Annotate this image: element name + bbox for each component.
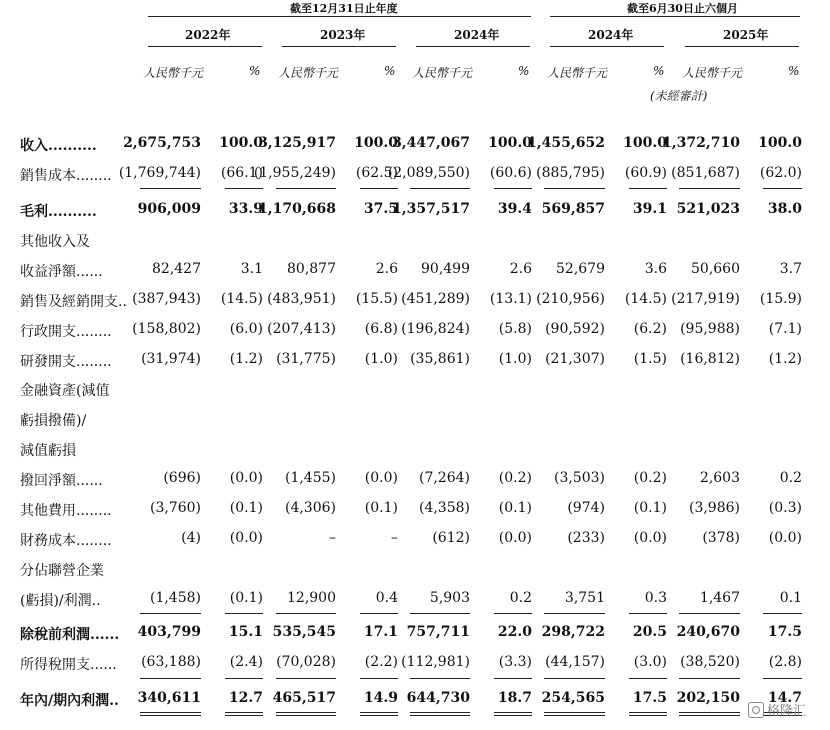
total-rule-0-7 [629, 188, 667, 189]
row-label-12: 其他費用........ [20, 503, 112, 519]
cell-r11-c0: (696) [163, 470, 201, 486]
cell-r11-c4: (7,264) [418, 470, 470, 486]
cell-r4-c6: 52,679 [556, 261, 605, 277]
cell-r2-c2: 1,170,668 [258, 201, 336, 217]
cell-r7-c2: (31,775) [276, 351, 336, 367]
period-6m-rule [550, 16, 800, 17]
total-rule-2-3 [360, 712, 398, 713]
cell-r17-c2: (70,028) [276, 654, 336, 670]
total-rule-2-2-b [276, 715, 336, 716]
cell-r5-c2: (483,951) [267, 291, 336, 307]
subtotal-rule-4 [410, 613, 470, 614]
cell-r0-c2: 3,125,917 [258, 135, 336, 151]
cell-r12-c8: (3,986) [688, 500, 740, 516]
total-rule-0-2 [276, 188, 336, 189]
cell-r18-c8: 202,150 [676, 690, 740, 706]
cell-r2-c8: 521,023 [676, 201, 740, 217]
cell-r1-c5: (60.6) [489, 165, 532, 181]
cell-r11-c1: (0.0) [229, 470, 263, 486]
period-fy-header: 截至12月31日止年度 [290, 2, 398, 15]
row-label-4: 收益淨額...... [20, 264, 103, 280]
cell-r2-c4: 1,357,517 [392, 201, 470, 217]
cell-r13-c7: (0.0) [633, 530, 667, 546]
cell-r15-c7: 0.3 [644, 590, 667, 606]
cell-r2-c9: 38.0 [767, 201, 802, 217]
cell-r16-c3: 17.1 [363, 624, 398, 640]
total-rule-2-2 [276, 712, 336, 713]
unit-rmb-6: 人民幣千元 [547, 66, 608, 80]
cell-r12-c5: (0.1) [498, 500, 532, 516]
cell-r2-c5: 39.4 [497, 201, 532, 217]
cell-r0-c7: 100.0 [623, 135, 667, 151]
cell-r7-c5: (1.0) [498, 351, 532, 367]
cell-r17-c7: (3.0) [633, 654, 667, 670]
cell-r13-c8: (378) [702, 530, 740, 546]
total-rule-2-1-b [225, 715, 263, 716]
cell-r17-c0: (63,188) [141, 654, 201, 670]
cell-r13-c5: (0.0) [498, 530, 532, 546]
cell-r0-c1: 100.0 [219, 135, 263, 151]
cell-r13-c4: (612) [432, 530, 470, 546]
cell-r6-c4: (196,824) [401, 321, 470, 337]
total-rule-1-1 [225, 678, 263, 679]
total-rule-1-6 [544, 678, 605, 679]
unit-pct-5: % [518, 64, 530, 78]
cell-r4-c0: 82,427 [152, 261, 201, 277]
cell-r15-c3: 0.4 [375, 590, 398, 606]
total-rule-0-3 [360, 188, 398, 189]
cell-r5-c8: (217,919) [671, 291, 740, 307]
year-rule-0 [148, 46, 262, 47]
cell-r5-c1: (14.5) [220, 291, 263, 307]
cell-r13-c0: (4) [181, 530, 201, 546]
cell-r18-c1: 12.7 [228, 690, 263, 706]
total-rule-0-9 [763, 188, 802, 189]
total-rule-1-3 [360, 678, 398, 679]
cell-r1-c2: (1,955,249) [253, 165, 336, 181]
cell-r17-c4: (112,981) [401, 654, 470, 670]
total-rule-0-1 [225, 188, 263, 189]
cell-r16-c9: 17.5 [767, 624, 802, 640]
cell-r11-c5: (0.2) [498, 470, 532, 486]
cell-r4-c1: 3.1 [240, 261, 263, 277]
cell-r18-c9: 14.7 [767, 690, 802, 706]
row-label-7: 研發開支........ [20, 354, 112, 370]
subtotal-rule-5 [494, 613, 532, 614]
row-label-18: 年內/期內利潤.. [20, 693, 119, 709]
row-label-3: 其他收入及 [20, 234, 90, 250]
row-label-11: 撥回淨額...... [20, 473, 103, 489]
year-rule-4 [685, 46, 799, 47]
cell-r6-c5: (5.8) [498, 321, 532, 337]
cell-r0-c4: 3,447,067 [392, 135, 470, 151]
total-rule-0-4 [410, 188, 470, 189]
subtotal-rule-7 [629, 613, 667, 614]
cell-r15-c2: 12,900 [287, 590, 336, 606]
cell-r6-c6: (90,592) [545, 321, 605, 337]
cell-r12-c0: (3,760) [149, 500, 201, 516]
year-rule-1 [282, 46, 396, 47]
cell-r7-c4: (35,861) [410, 351, 470, 367]
cell-r15-c9: 0.1 [779, 590, 802, 606]
cell-r5-c6: (210,956) [536, 291, 605, 307]
cell-r2-c3: 37.5 [363, 201, 398, 217]
cell-r0-c0: 2,675,753 [123, 135, 201, 151]
cell-r0-c6: 1,455,652 [527, 135, 605, 151]
cell-r1-c0: (1,769,744) [118, 165, 201, 181]
cell-r5-c5: (13.1) [489, 291, 532, 307]
cell-r4-c3: 2.6 [375, 261, 398, 277]
cell-r6-c8: (95,988) [680, 321, 740, 337]
cell-r15-c1: (0.1) [229, 590, 263, 606]
year-header-0: 2022年 [185, 28, 231, 42]
cell-r6-c7: (6.2) [633, 321, 667, 337]
cell-r15-c4: 5,903 [429, 590, 470, 606]
cell-r11-c7: (0.2) [633, 470, 667, 486]
cell-r15-c5: 0.2 [509, 590, 532, 606]
total-rule-0-8 [679, 188, 740, 189]
cell-r11-c3: (0.0) [364, 470, 398, 486]
cell-r4-c8: 50,660 [691, 261, 740, 277]
subtotal-rule-2 [276, 613, 336, 614]
cell-r6-c1: (6.0) [229, 321, 263, 337]
total-rule-1-7 [629, 678, 667, 679]
cell-r16-c0: 403,799 [137, 624, 201, 640]
period-6m-header: 截至6月30日止六個月 [627, 2, 738, 15]
cell-r17-c3: (2.2) [364, 654, 398, 670]
row-label-8: 金融資產(減值 [20, 383, 110, 399]
watermark [748, 700, 806, 719]
cell-r2-c1: 33.9 [228, 201, 263, 217]
cell-r15-c0: (1,458) [149, 590, 201, 606]
cell-r1-c9: (62.0) [759, 165, 802, 181]
cell-r12-c6: (974) [567, 500, 605, 516]
cell-r0-c8: 1,372,710 [662, 135, 740, 151]
cell-r5-c3: (15.5) [355, 291, 398, 307]
total-rule-1-0 [140, 678, 201, 679]
cell-r7-c6: (21,307) [545, 351, 605, 367]
period-fy-rule [148, 16, 531, 17]
cell-r17-c5: (3.3) [498, 654, 532, 670]
total-rule-2-0 [140, 712, 201, 713]
cell-r17-c9: (2.8) [768, 654, 802, 670]
unit-rmb-4: 人民幣千元 [412, 66, 473, 80]
cell-r18-c4: 644,730 [406, 690, 470, 706]
cell-r18-c5: 18.7 [497, 690, 532, 706]
total-rule-2-6-b [544, 715, 605, 716]
cell-r2-c6: 569,857 [541, 201, 605, 217]
cell-r5-c4: (451,289) [401, 291, 470, 307]
cell-r12-c3: (0.1) [364, 500, 398, 516]
cell-r6-c0: (158,802) [132, 321, 201, 337]
row-label-14: 分佔聯營企業 [20, 563, 104, 579]
row-label-1: 銷售成本........ [20, 168, 112, 184]
cell-r7-c7: (1.5) [633, 351, 667, 367]
year-rule-3 [550, 46, 664, 47]
cell-r13-c2: – [329, 530, 336, 546]
cell-r2-c7: 39.1 [632, 201, 667, 217]
total-rule-2-5-b [494, 715, 532, 716]
subtotal-rule-0 [140, 613, 201, 614]
row-label-9: 虧損撥備)/ [20, 413, 87, 429]
year-header-4: 2025年 [723, 28, 769, 42]
total-rule-1-2 [276, 678, 336, 679]
cell-r5-c9: (15.9) [759, 291, 802, 307]
cell-r18-c2: 465,517 [272, 690, 336, 706]
cell-r18-c7: 17.5 [632, 690, 667, 706]
cell-r1-c3: (62.5) [355, 165, 398, 181]
cell-r6-c3: (6.8) [364, 321, 398, 337]
year-header-3: 2024年 [588, 28, 634, 42]
unit-rmb-8: 人民幣千元 [682, 66, 743, 80]
total-rule-2-7 [629, 712, 667, 713]
cell-r17-c6: (44,157) [545, 654, 605, 670]
row-label-16: 除稅前利潤...... [20, 627, 120, 643]
cell-r6-c2: (207,413) [267, 321, 336, 337]
unit-pct-7: % [653, 64, 665, 78]
row-label-0: 收入.......... [20, 138, 97, 154]
cell-r12-c7: (0.1) [633, 500, 667, 516]
subtotal-rule-1 [225, 613, 263, 614]
cell-r0-c5: 100.0 [488, 135, 532, 151]
total-rule-2-5 [494, 712, 532, 713]
cell-r16-c1: 15.1 [228, 624, 263, 640]
cell-r1-c7: (60.9) [624, 165, 667, 181]
row-label-10: 減值虧損 [20, 443, 76, 459]
unit-pct-9: % [788, 64, 800, 78]
cell-r12-c2: (4,306) [284, 500, 336, 516]
cell-r13-c9: (0.0) [768, 530, 802, 546]
cell-r16-c4: 757,711 [406, 624, 470, 640]
cell-r12-c1: (0.1) [229, 500, 263, 516]
cell-r5-c0: (387,943) [132, 291, 201, 307]
total-rule-2-7-b [629, 715, 667, 716]
total-rule-2-6 [544, 712, 605, 713]
cell-r5-c7: (14.5) [624, 291, 667, 307]
cell-r18-c0: 340,611 [137, 690, 201, 706]
cell-r11-c9: 0.2 [779, 470, 802, 486]
total-rule-0-0 [140, 188, 201, 189]
year-rule-2 [416, 46, 530, 47]
row-label-6: 行政開支........ [20, 324, 112, 340]
watermark-logo-icon [748, 702, 764, 718]
cell-r11-c2: (1,455) [284, 470, 336, 486]
cell-r4-c2: 80,877 [287, 261, 336, 277]
total-rule-2-8-b [679, 715, 740, 716]
cell-r2-c0: 906,009 [137, 201, 201, 217]
cell-r13-c1: (0.0) [229, 530, 263, 546]
cell-r16-c2: 535,545 [272, 624, 336, 640]
cell-r4-c4: 90,499 [421, 261, 470, 277]
cell-r7-c0: (31,974) [141, 351, 201, 367]
cell-r13-c3: – [391, 530, 398, 546]
total-rule-2-8 [679, 712, 740, 713]
cell-r16-c5: 22.0 [497, 624, 532, 640]
cell-r17-c1: (2.4) [229, 654, 263, 670]
year-header-1: 2023年 [320, 28, 366, 42]
row-label-17: 所得稅開支...... [20, 657, 117, 673]
cell-r0-c9: 100.0 [758, 135, 802, 151]
total-rule-0-6 [544, 188, 605, 189]
unaudited-note: (未經審計) [650, 89, 708, 103]
unit-rmb-0: 人民幣千元 [143, 66, 204, 80]
cell-r4-c9: 3.7 [779, 261, 802, 277]
total-rule-1-9 [763, 678, 802, 679]
row-label-13: 財務成本........ [20, 533, 112, 549]
cell-r1-c8: (851,687) [671, 165, 740, 181]
subtotal-rule-6 [544, 613, 605, 614]
cell-r7-c1: (1.2) [229, 351, 263, 367]
cell-r4-c7: 3.6 [644, 261, 667, 277]
total-rule-0-5 [494, 188, 532, 189]
total-rule-2-0-b [140, 715, 201, 716]
watermark-text: 格隆汇 [767, 704, 807, 719]
cell-r12-c9: (0.3) [768, 500, 802, 516]
cell-r7-c3: (1.0) [364, 351, 398, 367]
total-rule-2-4 [410, 712, 470, 713]
unit-pct-1: % [249, 64, 261, 78]
row-label-2: 毛利.......... [20, 204, 97, 220]
cell-r15-c8: 1,467 [699, 590, 740, 606]
cell-r4-c5: 2.6 [509, 261, 532, 277]
cell-r16-c6: 298,722 [541, 624, 605, 640]
total-rule-1-4 [410, 678, 470, 679]
total-rule-1-8 [679, 678, 740, 679]
cell-r1-c1: (66.1) [220, 165, 263, 181]
subtotal-rule-9 [763, 613, 802, 614]
total-rule-1-5 [494, 678, 532, 679]
cell-r11-c8: 2,603 [699, 470, 740, 486]
subtotal-rule-8 [679, 613, 740, 614]
unit-rmb-2: 人民幣千元 [278, 66, 339, 80]
cell-r13-c6: (233) [567, 530, 605, 546]
cell-r1-c6: (885,795) [536, 165, 605, 181]
cell-r7-c9: (1.2) [768, 351, 802, 367]
subtotal-rule-3 [360, 613, 398, 614]
total-rule-2-1 [225, 712, 263, 713]
cell-r17-c8: (38,520) [680, 654, 740, 670]
cell-r0-c3: 100.0 [354, 135, 398, 151]
cell-r18-c3: 14.9 [363, 690, 398, 706]
cell-r7-c8: (16,812) [680, 351, 740, 367]
year-header-2: 2024年 [454, 28, 500, 42]
cell-r18-c6: 254,565 [541, 690, 605, 706]
cell-r1-c4: (2,089,550) [387, 165, 470, 181]
row-label-15: (虧損)/利潤.. [20, 593, 101, 609]
total-rule-2-4-b [410, 715, 470, 716]
cell-r15-c6: 3,751 [564, 590, 605, 606]
cell-r12-c4: (4,358) [418, 500, 470, 516]
cell-r6-c9: (7.1) [768, 321, 802, 337]
cell-r16-c7: 20.5 [632, 624, 667, 640]
unit-pct-3: % [384, 64, 396, 78]
row-label-5: 銷售及經銷開支.. [20, 294, 127, 310]
cell-r11-c6: (3,503) [553, 470, 605, 486]
total-rule-2-3-b [360, 715, 398, 716]
cell-r16-c8: 240,670 [676, 624, 740, 640]
